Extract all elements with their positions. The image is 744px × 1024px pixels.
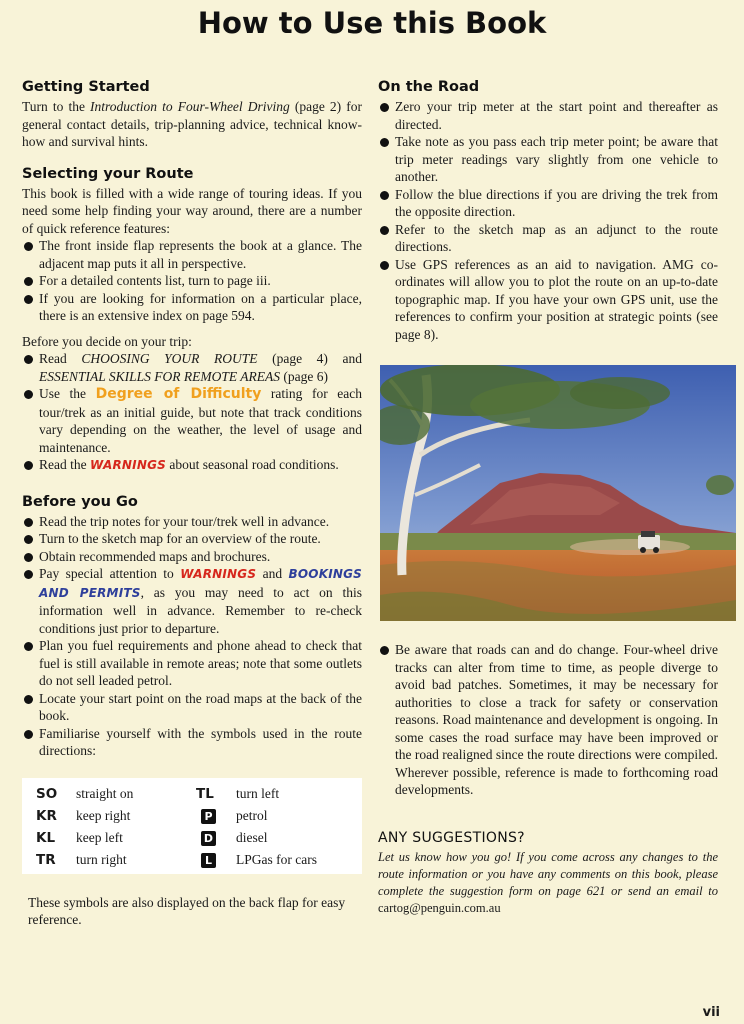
list-item: Pay special attention to WARNINGS and BOOKINGS AND PERMITS, as you may need to act on this information well in advance. Remember to re-check conditions just prior to departure.: [22, 565, 362, 637]
suggestions-section: [378, 829, 718, 917]
list-item: Use the Degree of Difficulty rating for each tour/trek as an initial guide, but note that track conditions vary depending on the weather, the level of usage and maintenance.: [22, 385, 362, 456]
list-item: Zero your trip meter at the start point and thereafter as directed.: [378, 98, 718, 133]
petrol-icon: P: [201, 809, 216, 824]
symbol-code: SO: [36, 785, 58, 802]
before-you-go-heading: Before you Go: [22, 493, 138, 510]
symbol-code: KL: [36, 829, 56, 846]
symbol-label: petrol: [236, 807, 268, 823]
symbol-label: LPGas for cars: [236, 851, 317, 867]
essential-skills-reference: ESSENTIAL SKILLS FOR REMOTE AREAS: [39, 368, 281, 384]
list-item: Follow the blue directions if you are driving the trek from the opposite direction.: [378, 186, 718, 221]
warnings-label: WARNINGS: [180, 567, 257, 581]
choosing-route-reference: CHOOSING YOUR ROUTE: [81, 351, 258, 366]
symbol-code: KR: [36, 807, 57, 824]
symbol-label: turn left: [236, 785, 280, 801]
list-item: Locate your start point on the road maps at the back of the book.: [22, 690, 362, 725]
introduction-reference: Introduction to Four-Wheel Driving: [90, 99, 290, 114]
suggestions-heading: ANY SUGGESTIONS?: [378, 829, 525, 846]
list-item: Plan you fuel requirements and phone ahead to check that fuel is still available in remote areas; note that some outlets do not sell leaded petrol.: [22, 637, 362, 690]
symbol-label: diesel: [236, 829, 268, 845]
page-title: How to Use this Book: [197, 6, 547, 40]
selecting-route-intro: This book is filled with a wide range of touring ideas. If you need some help finding your way around, there are a number of quick reference features:: [22, 185, 362, 236]
symbol-label: straight on: [76, 785, 134, 801]
getting-started-heading: Getting Started: [22, 79, 150, 95]
on-the-road-list: [378, 98, 718, 343]
selecting-route-section: [22, 165, 362, 475]
before-trip-text: Before you decide on your trip:: [22, 333, 192, 349]
list-item: Be aware that roads can and do change. Four-wheel drive tracks can alter from time to time, as people diverge to avoid bad patches. Sometimes, it may be necessary for authorities to close a track for safety or conservation reasons. Road maintenance and development is ongoing. In some cases the road surface may have been improved or the road realigned since the route directions were compiled. Wherever possible, reference is made to forthcoming road developments.: [378, 641, 718, 799]
lpgas-icon: L: [201, 853, 216, 868]
list-item: Take note as you pass each trip meter point; be aware that trip meter readings vary slightly from one vehicle to another.: [378, 133, 718, 186]
list-item: Refer to the sketch map as an adjunct to the route directions.: [378, 221, 718, 256]
road-changes-list: [378, 641, 718, 799]
degree-of-difficulty-label: Degree of Difficulty: [95, 386, 262, 402]
outback-photo: [380, 365, 736, 621]
list-item: For a detailed contents list, turn to page iii.: [22, 272, 362, 290]
symbols-legend: [22, 778, 362, 874]
warnings-label: WARNINGS: [89, 458, 166, 472]
suggestions-email: cartog@penguin.com.au: [378, 900, 501, 915]
right-column: [378, 78, 718, 917]
before-you-go-list: [22, 513, 362, 760]
on-the-road-heading: On the Road: [378, 79, 480, 95]
symbol-label: keep left: [76, 829, 123, 845]
before-you-go-section: [22, 493, 362, 760]
getting-started-section: [22, 78, 362, 151]
list-item: Turn to the sketch map for an overview of the route.: [22, 530, 362, 548]
symbol-code: TL: [196, 785, 214, 802]
list-item: Read the trip notes for your tour/trek well in advance.: [22, 513, 362, 531]
on-the-road-section: [378, 78, 718, 343]
diesel-icon: D: [201, 831, 216, 846]
symbol-code: TR: [36, 851, 56, 868]
symbol-label: keep right: [76, 807, 131, 823]
getting-started-text: Turn to the Introduction to Four-Wheel Driving (page 2) for general contact details, trip-planning advice, technical know-how and survival hints.: [22, 99, 363, 149]
list-item: Obtain recommended maps and brochures.: [22, 548, 362, 566]
selecting-route-heading: Selecting your Route: [22, 165, 194, 182]
list-item: Read CHOOSING YOUR ROUTE (page 4) and ESSENTIAL SKILLS FOR REMOTE AREAS (page 6): [22, 350, 362, 385]
list-item: Read the WARNINGS about seasonal road conditions.: [22, 456, 362, 475]
bookings-permits-label: BOOKINGS AND PERMITS: [39, 567, 362, 600]
page-number: vii: [702, 1005, 720, 1020]
symbol-label: turn right: [76, 851, 127, 867]
left-column: [22, 78, 362, 929]
symbols-note: These symbols are also displayed on the back flap for easy reference.: [28, 894, 346, 927]
list-item: If you are looking for information on a particular place, there is an extensive index on page 594.: [22, 290, 362, 325]
list-item: Use GPS references as an aid to navigation. AMG co-ordinates will allow you to plot the route on an up-to-date topographic map. If you have your own GPS unit, use the references to confirm your position at strategic points (see page 8).: [378, 256, 718, 344]
list-item: Familiarise yourself with the symbols used in the route directions:: [22, 725, 362, 760]
outback-landscape-image: [380, 365, 736, 621]
before-trip-list: [22, 350, 362, 475]
quick-reference-list: [22, 237, 362, 325]
suggestions-text: Let us know how you go! If you come across any changes to the route information or you have any comments on this book, please complete the suggestion form on page 621 or send an email to cartog@penguin.com.au: [378, 849, 718, 915]
list-item: The front inside flap represents the book at a glance. The adjacent map puts it all in perspective.: [22, 237, 362, 272]
